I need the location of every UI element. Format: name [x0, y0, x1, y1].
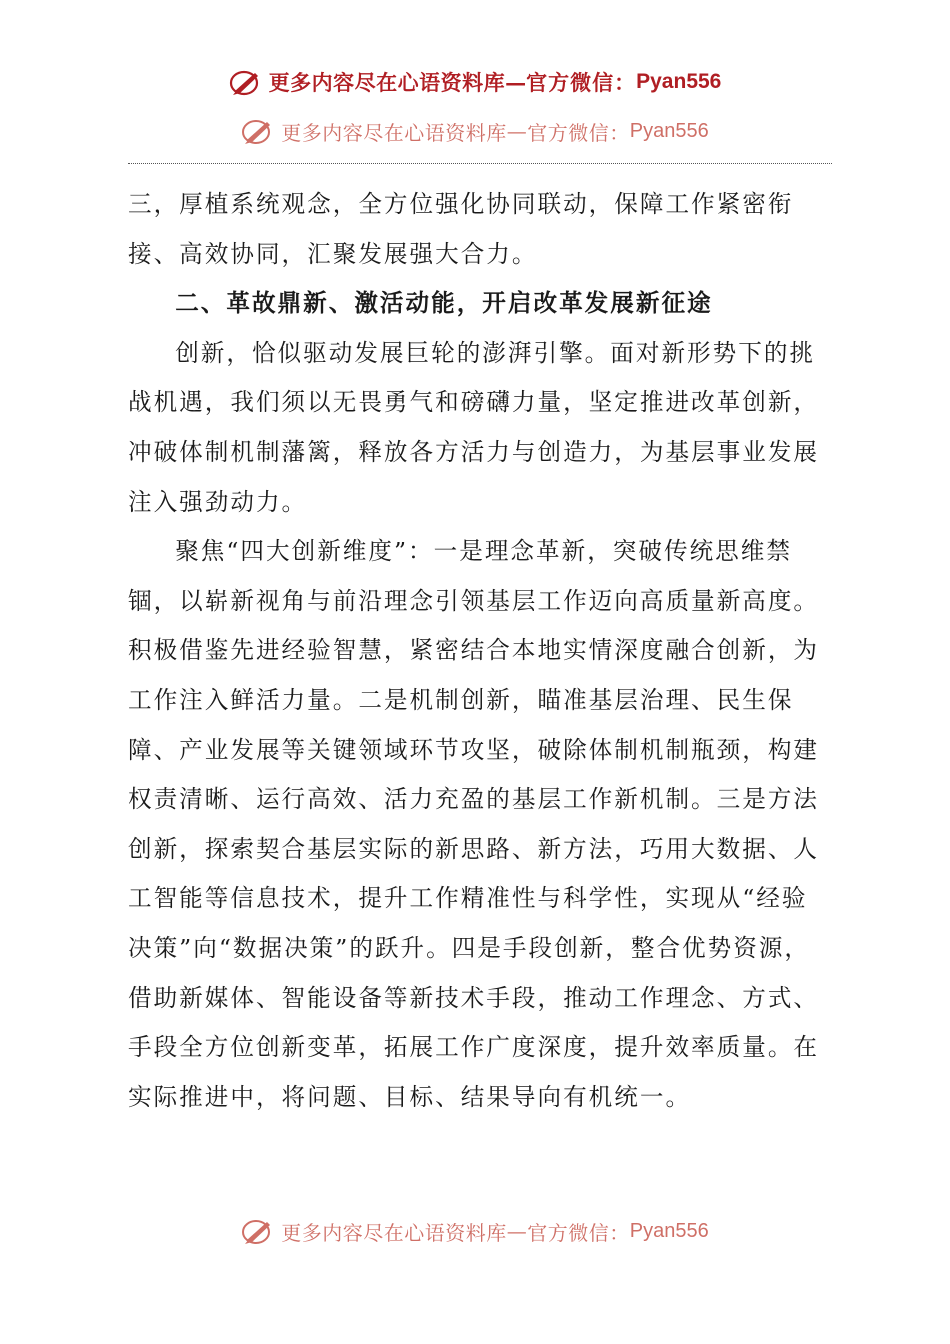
watermark-site-name: 更多内容尽在心语资料库: [281, 1220, 507, 1245]
watermark-site-name: 更多内容尽在心语资料库: [281, 120, 507, 145]
paragraph-four-dimensions: 聚焦“四大创新维度”：一是理念革新，突破传统思维禁锢，以崭新视角与前沿理念引领基层工作迈向高质量新高度。积极借鉴先进经验智慧，紧密结合本地实情深度融合创新，为工作注入鲜活力量。二是机制创新，瞄准基层治理、民生保障、产业发展等关键领域环节攻坚，破除体制机制瓶颈，构建权责清晰、运行高效、活力充盈的基层工作新机制。三是方法创新，探索契合基层实际的新思路、新方法，巧用大数据、人工智能等信息技术，提升工作精准性与科学性，实现从“经验决策”向“数据决策”的跃升。四是手段创新，整合优势资源，借助新媒体、智能设备等新技术手段，推动工作理念、方式、手段全方位创新变革，拓展工作广度深度，提升效率质量。在实际推进中，将问题、目标、结果导向有机统一。: [128, 537, 820, 1111]
watermark-dash: —: [505, 69, 527, 95]
watermark-wechat-label: 官方微信：: [527, 1220, 630, 1245]
watermark-wechat-id: Pyan556: [629, 119, 709, 142]
watermark-wechat-id: Pyan556: [629, 1219, 709, 1242]
pen-logo-icon: [241, 116, 275, 146]
paragraph-continuation: 三，厚植系统观念，全方位强化协同联动，保障工作紧密衔接、高效协同，汇聚发展强大合力。: [128, 190, 794, 268]
watermark-wechat-label: 官方微信：: [527, 120, 630, 145]
pen-logo-icon: [241, 1216, 275, 1246]
watermark-wechat-id: Pyan556: [636, 70, 722, 93]
header-watermark-secondary: [0, 112, 950, 150]
paragraph-innovation: 创新，恰似驱动发展巨轮的澎湃引擎。面对新形势下的挑战机遇，我们须以无畏勇气和磅礴力量，坚定推进改革创新，冲破体制机制藩篱，释放各方活力与创造力，为基层事业发展注入强劲动力。: [128, 338, 820, 516]
watermark-dash: —: [506, 1219, 528, 1243]
footer-watermark: [0, 1212, 950, 1250]
header-watermark-primary: [0, 62, 950, 102]
watermark-site-name: 更多内容尽在心语资料库: [268, 70, 506, 95]
section-heading: 二、革故鼎新、激活动能，开启改革发展新征途: [175, 289, 713, 318]
watermark-dash: —: [506, 119, 528, 143]
watermark-wechat-label: 官方微信：: [526, 70, 637, 95]
document-body: [128, 180, 832, 1122]
pen-logo-icon: [229, 67, 263, 97]
header-divider: [128, 163, 832, 164]
